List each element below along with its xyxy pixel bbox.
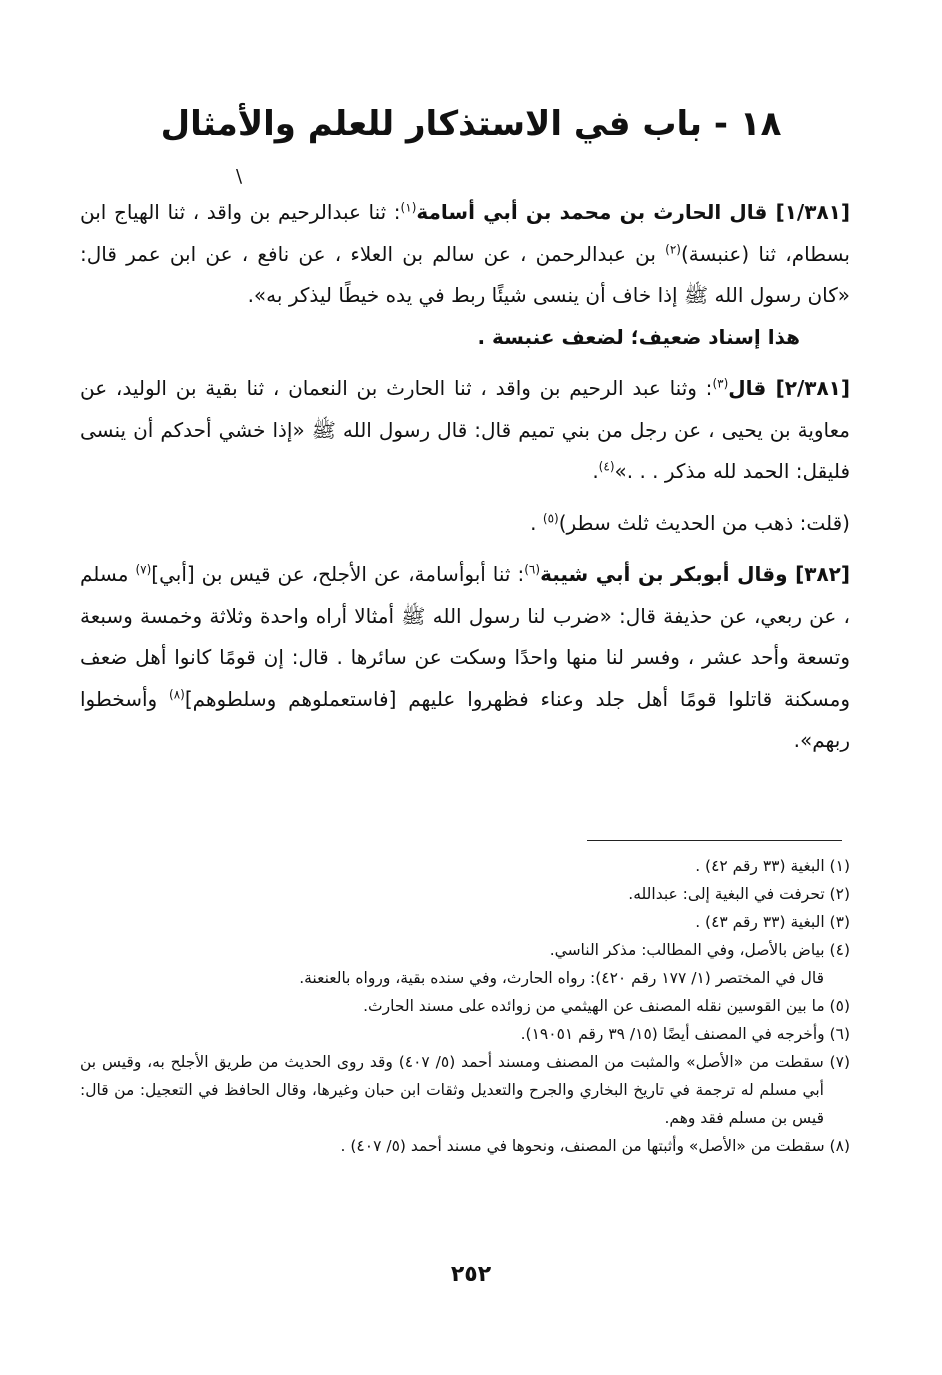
footnote-item: (٢) تحرفت في البغية إلى: عبدالله. — [628, 885, 850, 903]
text-run: بن عبدالرحمن ، عن سالم بن العلاء ، عن نافع ، عن ابن عمر قال: «كان رسول الله ﷺ إذا خاف أن ينسى شيئًا ربط في يده خيطًا ليذكر به». — [80, 241, 850, 307]
page-number: ٢٥٢ — [450, 1262, 492, 1287]
text-run: . — [592, 459, 599, 483]
footnote-item: (٦) وأخرجه في المصنف أيضًا (١٥/ ٣٩ رقم ١٩٠٥١). — [520, 1025, 850, 1043]
footnote-item: قال في المختصر (١/ ١٧٧ رقم ٤٢٠): رواه الحارث، وفي سنده بقية، ورواه بالعنعنة. — [299, 969, 824, 987]
hadith-entry — [80, 368, 850, 493]
footnote-ref: (٢) — [665, 241, 681, 256]
text-run: : وثنا عبد الرحيم بن واقد ، ثنا الحارث بن النعمان ، ثنا بقية بن الوليد، عن معاوية بن يحيى ، عن رجل من بني تميم قال: قال رسول الله ﷺ «إذا خشي أحدكم أن ينسى فليقل: الحمد لله مذكر . . .» — [80, 376, 850, 483]
footnote-ref: (٣) — [712, 376, 729, 391]
footnote-ref: (٧) — [135, 562, 152, 577]
text-run: : ثنا أبوأسامة، عن الأجلح، عن قيس بن [أبي] — [151, 562, 525, 586]
stray-mark: \ — [236, 166, 243, 187]
footnote-divider — [587, 840, 842, 841]
bold-text: [٣٨٢] وقال أبوبكر بن أبي شيبة — [540, 562, 850, 586]
grading-note — [80, 317, 850, 359]
text-run: : ثنا عبدالرحيم بن واقد ، ثنا الهياج ابن بسطام، ثنا (عنبسة) — [80, 200, 850, 266]
footnote-item: (٥) ما بين القوسين نقله المصنف عن الهيثمي من زوائده على مسند الحارث. — [363, 997, 850, 1015]
footnote-item: (٧) سقطت من «الأصل» والمثبت من المصنف ومسند أحمد (٥/ ٤٠٧) وقد روى الحديث من طريق الأجلح به، وقيس بن أبي مسلم له ترجمة في تاريخ البخاري والجرح والتعديل وثقات ابن حبان وغيرها، وقال الحافظ في التعجيل: من قال: قيس بن مسلم فقد وهم. — [80, 1053, 850, 1127]
footnote-item: (٤) بياض بالأصل، وفي المطالب: مذكر الناسي. — [549, 941, 850, 959]
main-text — [80, 192, 850, 762]
footnote-ref: (٨) — [169, 686, 185, 701]
bold-text: [١/٣٨١] قال الحارث بن محمد بن أبي أسامة — [416, 200, 850, 224]
text-run: (قلت: ذهب من الحديث ثلث سطر) — [558, 510, 850, 535]
footnotes — [80, 852, 850, 1160]
footnote-ref: (٦) — [524, 562, 541, 577]
text-run: مسلم ، عن ربعي، عن حذيفة قال: «ضرب لنا رسول الله ﷺ أمثالا أراه واحدة وثلاثة وخمسة وسبعة وتسعة وأحد عشر ، وفسر لنا منها واحدًا وسكت عن سائرها . قال: إن قومًا كانوا أهل ضعف ومسكنة قاتلوا قومًا أهل جلد وعناء فظهروا عليهم [فاستعملوهم وسلطوهم] — [80, 562, 850, 711]
text-run: . — [530, 510, 543, 535]
bold-text: هذا إسناد ضعيف؛ لضعف عنبسة . — [477, 324, 800, 349]
hadith-entry — [80, 503, 850, 545]
footnote-item: (٨) سقطت من «الأصل» وأثبتها من المصنف، ونحوها في مسند أحمد (٥/ ٤٠٧) . — [340, 1137, 850, 1155]
chapter-title: ١٨ - باب في الاستذكار للعلم والأمثال — [160, 104, 782, 144]
footnote-ref: (٤) — [598, 459, 615, 474]
bold-text: [٢/٣٨١] قال — [728, 376, 851, 400]
hadith-entry — [80, 554, 850, 762]
footnote-item: (٣) البغية (٣٣ رقم ٤٣) . — [695, 913, 850, 931]
hadith-entry — [80, 192, 850, 317]
footnote-ref: (١) — [400, 200, 417, 215]
footnote-ref: (٥) — [542, 510, 559, 525]
footnote-item: (١) البغية (٣٣ رقم ٤٢) . — [695, 857, 850, 875]
text-run: وأسخطوا ربهم». — [80, 686, 850, 752]
